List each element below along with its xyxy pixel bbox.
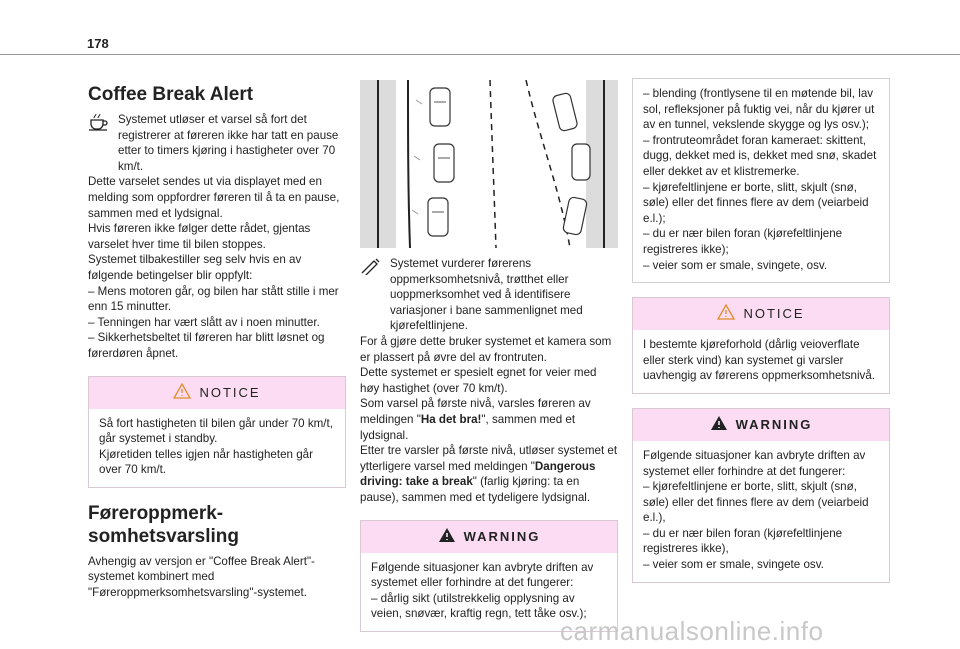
column-right [632, 78, 890, 597]
notice-title: NOTICE [199, 384, 261, 400]
notice-header [633, 298, 889, 330]
text: " (farlig kjøring: ta en pause), sammen med et tydeligere lydsignal. [360, 475, 591, 504]
text: Som varsel på første nivå, varsles føreren av meldingen " [360, 397, 591, 426]
warning-title: WARNING [735, 417, 813, 433]
warning-triangle-icon [438, 527, 456, 547]
warning-triangle-icon [710, 415, 728, 435]
list-item: – frontruteområdet foran kameraet: skittent, dugg, dekket med is, dekket med snø, skadet eller dekket av et klistremerke. [643, 133, 877, 178]
notice-text: Så fort hastigheten til bilen går under 70 km/t, går systemet i standby. [99, 416, 333, 446]
warning-box [632, 408, 890, 583]
lane-pencil-icon [360, 256, 390, 334]
column-middle [360, 78, 618, 646]
warning-header [361, 521, 617, 553]
paragraph: Dette varselet sendes ut via displayet med en melding som oppfordrer føreren til å ta en pause, sammen med et lydsignal. [88, 175, 340, 220]
lane-drift-illustration [360, 80, 618, 248]
list-item: – Tenningen har vært slått av i noen minutter. [88, 315, 320, 329]
title-line: somhetsvarsling [88, 525, 239, 547]
paragraph: Dette systemet er spesielt egnet for veier med høy hastighet (over 70 km/t). [360, 366, 597, 395]
page-number: 178 [87, 36, 109, 51]
header-divider [0, 54, 960, 55]
warning-text: – kjørefeltlinjene er borte, slitt, skjult (snø, søle) eller det finnes flere av dem (veiarbeid e.l.), [643, 480, 869, 525]
warning-triangle-icon [717, 304, 735, 324]
text: ", sammen med et lydsignal. [360, 412, 576, 442]
list-item: – Mens motoren går, og bilen har stått stille i mer enn 15 minutter. [88, 284, 339, 314]
warning-triangle-icon [173, 383, 191, 403]
warning-title: WARNING [463, 528, 541, 544]
warning-text: – dårlig sikt (utilstrekkelig opplysning av veien, snøvær, kraftig regn, tett tåke osv.); [371, 591, 587, 621]
paragraph: Hvis føreren ikke følger dette rådet, gjentas varselet hver time til bilen stoppes. [88, 222, 311, 251]
paragraph: For å gjøre dette bruker systemet et kamera som er plassert på øvre del av frontruten. [360, 334, 612, 364]
paragraph: Avhengig av versjon er "Coffee Break Alert"-systemet kombinert med "Føreroppmerksomhetsvarsling"-systemet. [88, 554, 315, 600]
column-left [88, 78, 346, 601]
list-item: – veier som er smale, svingete, osv. [643, 258, 828, 272]
intro-text: Systemet utløser et varsel så fort det registrerer at føreren ikke har tatt en pause etter to timers kjøring i hastigheter over 70 km/t. [118, 113, 339, 173]
section-title-coffee-break: Coffee Break Alert [88, 84, 254, 105]
notice-box [88, 376, 346, 488]
list-item: – du er nær bilen foran (kjørefeltlinjene registreres ikke); [643, 227, 843, 256]
warning-text: Følgende situasjoner kan avbryte driften av systemet eller forhindre at det fungerer: [643, 448, 866, 478]
watermark: carmanualsonline.info [560, 616, 824, 646]
list-item: – kjørefeltlinjene er borte, slitt, skjult (snø, søle) eller det finnes flere av dem (veiarbeid e.l.); [643, 180, 869, 225]
notice-text: I bestemte kjøreforhold (dårlig veioverflate eller sterk vind) kan systemet gi varsler uavhengig av førerens oppmerksomhetsnivå. [643, 338, 875, 383]
title-line: Føreroppmerk- [88, 502, 224, 524]
warning-text: – du er nær bilen foran (kjørefeltlinjene registreres ikke), [643, 526, 843, 556]
message-text: Dangerous driving: take a break [360, 459, 596, 489]
coffee-cup-icon [88, 112, 118, 174]
notice-box [632, 297, 890, 394]
text: Etter tre varsler på første nivå, utløser systemet et ytterligere varsel med meldingen " [360, 444, 618, 473]
notice-text: Kjøretiden telles igjen når hastigheten går over 70 km/t. [99, 447, 313, 477]
warning-header [633, 409, 889, 441]
section-title-driver-attention [88, 502, 346, 548]
warning-text: Følgende situasjoner kan avbryte driften av systemet eller forhindre at det fungerer: [371, 560, 594, 590]
paragraph [360, 443, 618, 505]
intro-paragraph [88, 112, 346, 174]
list-item: – Sikkerhetsbeltet til føreren har blitt løsnet og førerdøren åpnet. [88, 331, 325, 360]
message-text: Ha det bra! [420, 412, 482, 426]
warning-text: – veier som er smale, svingete osv. [643, 558, 824, 572]
intro-paragraph [360, 256, 618, 334]
intro-text: Systemet vurderer førerens oppmerksomhetsnivå, trøtthet eller uoppmerksomhet ved å identifisere variasjoner i bane sammenlignet med kjørefeltlinjene. [390, 257, 583, 333]
notice-header [89, 377, 345, 409]
list-item: – blending (frontlysene til en møtende bil, lav sol, refleksjoner på fuktig vei, når du kjører ut av en tunnel, vekslende skygge og lys osv.); [643, 87, 875, 132]
paragraph [360, 396, 618, 443]
continued-warning-box [632, 78, 890, 283]
paragraph: Systemet tilbakestiller seg selv hvis en av følgende betingelser blir oppfylt: [88, 253, 302, 282]
notice-title: NOTICE [743, 306, 805, 322]
